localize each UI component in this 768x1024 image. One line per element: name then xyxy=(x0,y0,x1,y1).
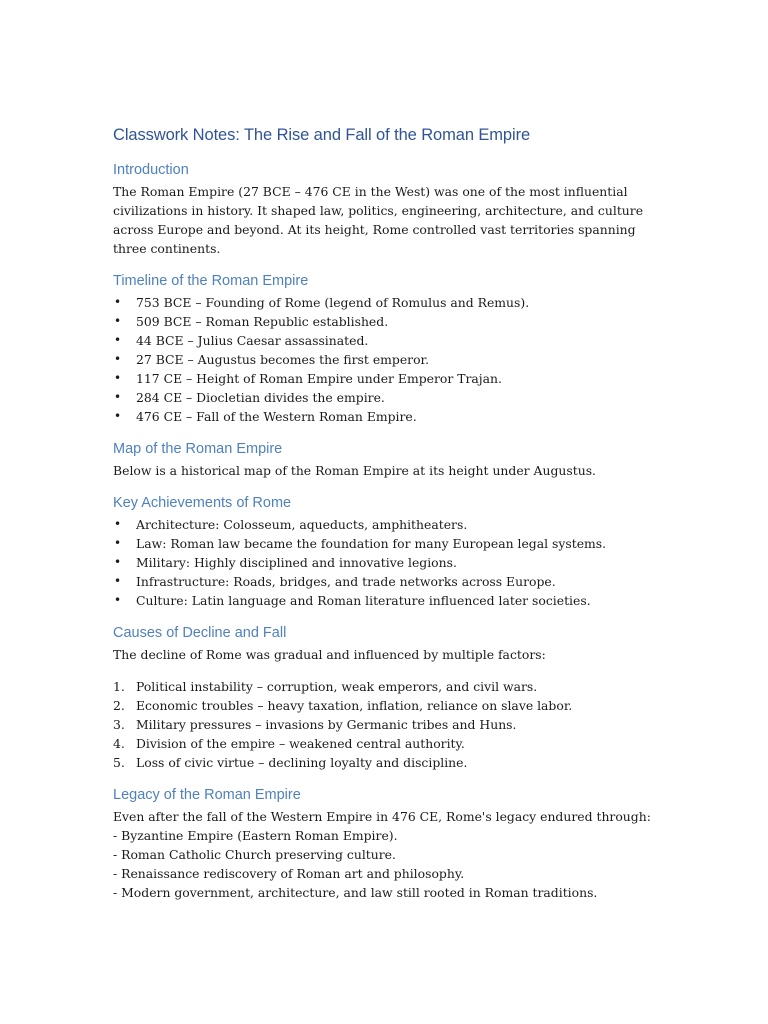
timeline-section xyxy=(113,271,653,426)
decline-section xyxy=(113,623,653,772)
legacy-section xyxy=(113,785,653,902)
list-number: 3. xyxy=(113,717,125,732)
bullet-icon: • xyxy=(114,352,122,366)
decline-item-text: Political instability – corruption, weak emperors, and civil wars. xyxy=(136,679,538,694)
bullet-icon: • xyxy=(114,371,122,385)
introduction-heading: Introduction xyxy=(113,162,189,178)
timeline-item-text: 44 BCE – Julius Caesar assassinated. xyxy=(136,333,369,348)
document-title: Classwork Notes: The Rise and Fall of the Roman Empire xyxy=(113,126,531,144)
achievement-item-text: Military: Highly disciplined and innovative legions. xyxy=(136,555,457,570)
list-item xyxy=(113,331,653,350)
list-number: 5. xyxy=(113,755,125,770)
list-number: 2. xyxy=(113,698,125,713)
timeline-item-text: 284 CE – Diocletian divides the empire. xyxy=(136,390,385,405)
bullet-icon: • xyxy=(114,333,122,347)
list-item xyxy=(113,407,653,426)
list-item xyxy=(113,534,653,553)
introduction-text: The Roman Empire (27 BCE – 476 CE in the West) was one of the most influential civilizations in history. It shaped law, politics, engineering, architecture, and culture across Europe and beyond. At its height, Rome controlled vast territories spanning three continents. xyxy=(113,184,644,256)
achievements-list xyxy=(113,515,653,610)
legacy-line: - Roman Catholic Church preserving culture. xyxy=(113,847,396,862)
decline-item-text: Division of the empire – weakened central authority. xyxy=(136,736,465,751)
timeline-item-text: 753 BCE – Founding of Rome (legend of Romulus and Remus). xyxy=(136,295,530,310)
legacy-line: - Byzantine Empire (Eastern Roman Empire). xyxy=(113,828,398,843)
decline-item-text: Economic troubles – heavy taxation, inflation, reliance on slave labor. xyxy=(136,698,573,713)
list-item xyxy=(113,553,653,572)
achievement-item-text: Infrastructure: Roads, bridges, and trade networks across Europe. xyxy=(136,574,556,589)
decline-item-text: Military pressures – invasions by Germanic tribes and Huns. xyxy=(136,717,517,732)
map-section xyxy=(113,439,653,480)
timeline-item-text: 27 BCE – Augustus becomes the first emperor. xyxy=(136,352,430,367)
achievements-section xyxy=(113,493,653,610)
legacy-line: - Renaissance rediscovery of Roman art and philosophy. xyxy=(113,866,465,881)
timeline-list xyxy=(113,293,653,426)
list-item xyxy=(113,369,653,388)
decline-list xyxy=(113,677,653,772)
introduction-section xyxy=(113,160,653,258)
document-page xyxy=(113,124,653,915)
decline-item-text: Loss of civic virtue – declining loyalty and discipline. xyxy=(136,755,468,770)
list-number: 4. xyxy=(113,736,125,751)
timeline-heading: Timeline of the Roman Empire xyxy=(113,273,309,289)
list-item xyxy=(113,591,653,610)
map-heading: Map of the Roman Empire xyxy=(113,441,283,457)
list-item xyxy=(113,696,653,715)
achievements-heading: Key Achievements of Rome xyxy=(113,495,292,511)
bullet-icon: • xyxy=(114,555,122,569)
decline-heading: Causes of Decline and Fall xyxy=(113,625,287,641)
bullet-icon: • xyxy=(114,295,122,309)
bullet-icon: • xyxy=(114,574,122,588)
bullet-icon: • xyxy=(114,314,122,328)
timeline-item-text: 117 CE – Height of Roman Empire under Emperor Trajan. xyxy=(136,371,502,386)
list-item xyxy=(113,312,653,331)
list-item xyxy=(113,753,653,772)
list-item xyxy=(113,293,653,312)
bullet-icon: • xyxy=(114,536,122,550)
bullet-icon: • xyxy=(114,517,122,531)
timeline-item-text: 476 CE – Fall of the Western Roman Empire. xyxy=(136,409,417,424)
timeline-item-text: 509 BCE – Roman Republic established. xyxy=(136,314,389,329)
decline-intro: The decline of Rome was gradual and influenced by multiple factors: xyxy=(113,647,546,662)
legacy-body xyxy=(113,807,653,902)
legacy-line: - Modern government, architecture, and law still rooted in Roman traditions. xyxy=(113,885,598,900)
bullet-icon: • xyxy=(114,593,122,607)
legacy-intro: Even after the fall of the Western Empire in 476 CE, Rome's legacy endured through: xyxy=(113,809,651,824)
achievement-item-text: Law: Roman law became the foundation for many European legal systems. xyxy=(136,536,607,551)
bullet-icon: • xyxy=(114,390,122,404)
list-item xyxy=(113,734,653,753)
list-item xyxy=(113,677,653,696)
list-item xyxy=(113,515,653,534)
list-item xyxy=(113,572,653,591)
list-item xyxy=(113,715,653,734)
bullet-icon: • xyxy=(114,409,122,423)
list-number: 1. xyxy=(113,679,125,694)
map-text: Below is a historical map of the Roman Empire at its height under Augustus. xyxy=(113,463,596,478)
achievement-item-text: Architecture: Colosseum, aqueducts, amphitheaters. xyxy=(136,517,468,532)
list-item xyxy=(113,350,653,369)
list-item xyxy=(113,388,653,407)
legacy-heading: Legacy of the Roman Empire xyxy=(113,787,301,803)
achievement-item-text: Culture: Latin language and Roman literature influenced later societies. xyxy=(136,593,591,608)
